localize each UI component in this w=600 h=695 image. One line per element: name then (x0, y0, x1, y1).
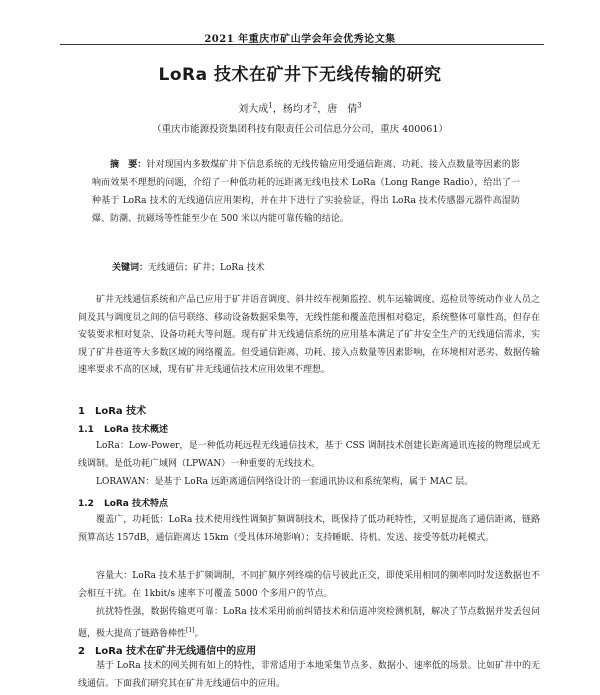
section-number: 2 (78, 646, 85, 657)
section-title: LoRa 技术在矿井无线通信中的应用 (94, 646, 257, 657)
section-heading-1 (78, 402, 540, 417)
paragraph-application: 基于 LoRa 技术的网关拥有如上的特性，非常适用于本地采集节点多、数据小、速率低的场景。比如矿井中的无线通信。下面我们研究其在矿井无线通信中的应用。 (78, 661, 540, 689)
author-affiliation-mark: 3 (357, 101, 362, 110)
intro-paragraph: 矿井无线通信系统和产品已应用于矿井语音调度、斜井绞车视频监控、机车运输调度、巡检员等统动作业人员之间及其与调度员之间的信号联络、移动设备数据采集等，无线性能和覆盖范围相对稳定，系统整体可靠性高，但存在安装要求相对复杂、设备功耗大等问题。现有矿井无线通信系统的应用基本满足了矿井安全生产的无线通信需求，实现了矿井巷道等大多数区域的网络覆盖。但受通信距离、功耗、接入点数量等因素影响，在环境相对恶劣、数据传输速率要求不高的区域，现有矿井无线通信技术应用效果不理想。 (78, 295, 540, 375)
abstract-label: 摘 要： (110, 160, 147, 170)
paragraph-coverage-power: 覆盖广，功耗低：LoRa 技术使用线性调频扩频调制技术，既保持了低功耗特性，又明显提高了通信距离，链路预算高达 157dB，通信距离达 15km（受具体环境影响）；支持睡眠、待机、发送、接受等低功耗模式。 (78, 515, 540, 543)
author-name: 杨均才 (282, 104, 313, 115)
paragraph-text: 抗扰特性强，数据传输更可靠：LoRa 技术采用前前纠错技术和信道冲突检测机制，解决了节点数据并发丢包问题，极大提高了链路鲁棒性 (78, 607, 540, 639)
paragraph-end: 。 (194, 628, 204, 639)
author-affiliation-mark: 2 (312, 101, 318, 110)
abstract-text: 针对现国内多数煤矿井下信息系统的无线传输应用受通信距离、功耗、接入点数量等因素的影响而效果不理想的问题，介绍了一种低功耗的远距离无线电技术 LoRa（Long Range Radio），给出了一种基于 LoRa 技术的无线通信应用架构，并在井下进行了实验验证，得出 LoRa 技术传感器元器件高湿防爆、防潮、抗磁场等性能至少在 500 米以内能可靠传输的结论。 (92, 160, 520, 224)
keywords (112, 260, 522, 273)
affiliation: （重庆市能源投资集团科技有限责任公司信息分公司，重庆 400061） (152, 124, 448, 135)
section-number: 1.2 (78, 499, 94, 509)
abstract (92, 156, 520, 228)
author-affiliation-mark: 1 (268, 101, 273, 110)
author-name: 唐 倩 (327, 104, 358, 115)
citation-ref: [1] (186, 626, 195, 634)
running-header: 2021 年重庆市矿山学会年会优秀论文集 (204, 34, 396, 45)
paper-title: LoRa 技术在矿井下无线传输的研究 (158, 65, 442, 85)
keywords-label: 关键词： (112, 263, 149, 273)
section-heading-1-1 (78, 422, 540, 435)
section-title: LoRa 技术 (94, 406, 147, 417)
keywords-text: 无线通信；矿井；LoRa 技术 (148, 263, 265, 273)
paragraph-lora-overview: LoRa：Low-Power，是一种低功耗远程无线通信技术，基于 CSS 调制技术创建长距离通讯连接的物理层或无线调制。是低功耗广域网（LPWAN）一种重要的无线技术。 (78, 441, 540, 469)
paragraph-capacity: 容量大：LoRa 技术基于扩频调制，不同扩频序列终端的信号彼此正交，即使采用相同的频率同时发送数据也不会相互干扰。在 1kbit/s 速率下可覆盖 5000 个多用户的节点。 (78, 571, 540, 599)
author-list: 刘大成$^1$，杨均才$^2$，唐 倩$^3$ (238, 101, 362, 115)
section-title: LoRa 技术概述 (103, 425, 169, 435)
paragraph-anti-interference (78, 604, 540, 643)
paragraph-lorawan: LORAWAN：是基于 LoRa 远距离通信网络设计的一套通讯协议和系统架构，属于 MAC 层。 (96, 477, 474, 487)
header-rule (60, 44, 544, 45)
section-heading-2 (78, 642, 540, 657)
section-number: 1.1 (78, 425, 94, 435)
section-number: 1 (78, 406, 85, 417)
author-name: 刘大成 (238, 104, 269, 115)
section-heading-1-2 (78, 496, 540, 509)
section-title: LoRa 技术特点 (103, 499, 169, 509)
